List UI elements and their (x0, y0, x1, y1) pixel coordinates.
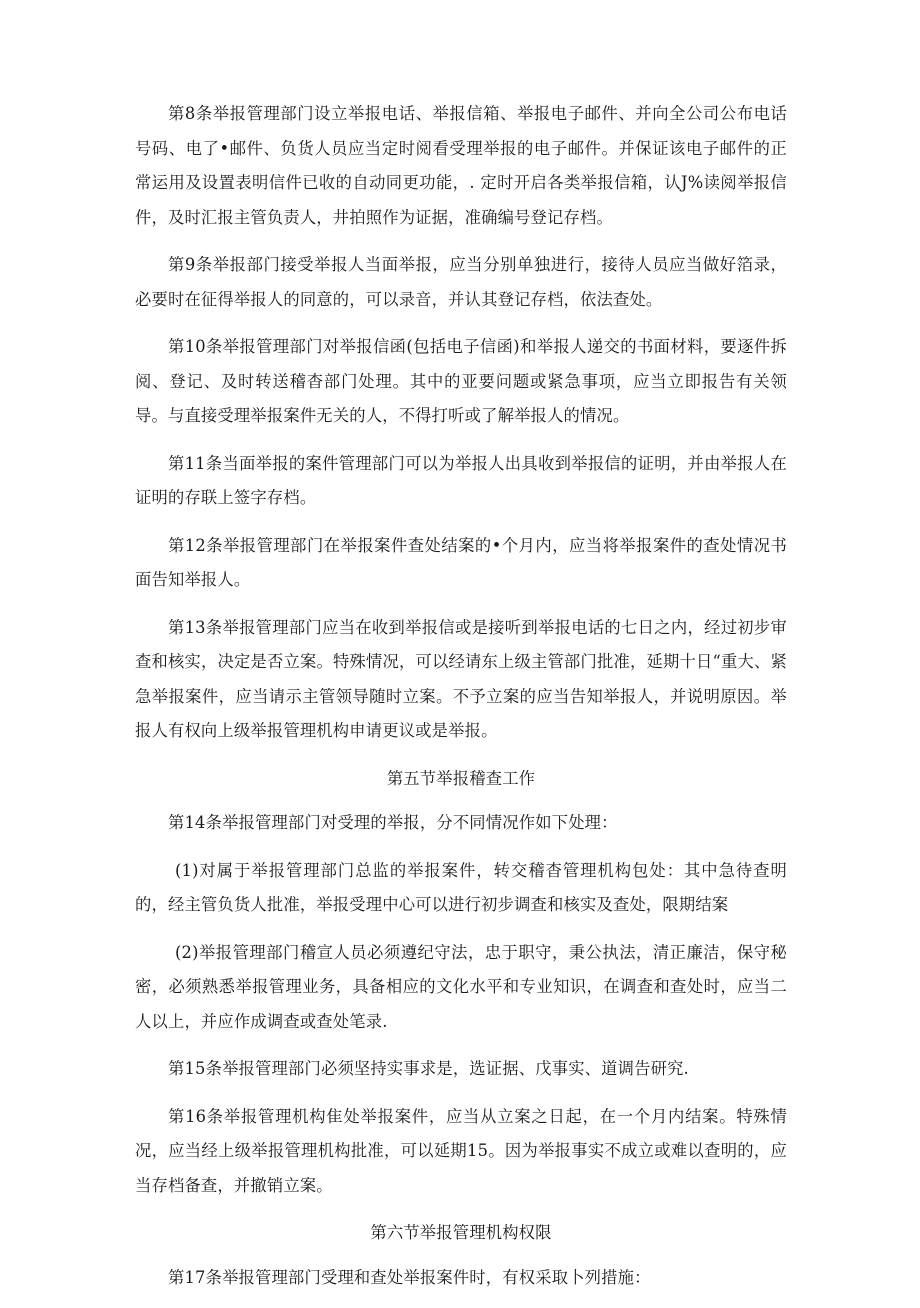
article-16: 第16条举报管理机构隹处举报案件，应当从立案之日起，在一个月内结案。特殊情况，应当经上级举报管理机构批准，可以延期15。因为举报事实不成立或难以查明的，应当存档备查，并撤销立案。 (135, 1106, 787, 1195)
article-14: 第14条举报管理部门对受理的举报，分不同情况作如下处理： (168, 813, 618, 832)
article-9: 第9条举报部门接受举报人当面举报，应当分别单独进行，接待人员应当做好箔录，必要时在征得举报人的同意的，可以录音，并认其登记存档，依法查处。 (135, 255, 787, 309)
article-14-item-2: (2)举报管理部门稽宣人员必须遵纪守法，忠于职守，秉公执法，清正廉洁，保守秘密，必须熟悉举报管理业务，具备相应的文化水平和专业知识，在调查和查处时，应当二人以上，并应作成调查或查处笔录. (135, 942, 787, 1031)
article-8: 第8条举报管理部门设立举报电话、举报信箱、举报电子邮件、并向全公司公布电话号码、电了•邮件、负货人员应当定时阅看受理举报的电子邮件。并保证该电子邮件的正常运用及设置表明信件已收的自动同更功能，. 定时开启各类举报信箱，认J%读阅举报信件，及时汇报主管负责人，井拍照作为证据，准确编号登记存档。 (135, 104, 787, 227)
article-15: 第15条举报管理部门必须坚持实事求是，选证据、戊事实、道调告研究. (168, 1059, 689, 1078)
article-11: 第11条当面举报的案件管理部门可以为举报人出具收到举报信的证明，并由举报人在证明的存联上签字存档。 (135, 453, 787, 507)
section-6-heading: 第六节举报管理机构权限 (370, 1223, 552, 1242)
article-13: 第13条举报管理部门应当在收到举报信或是接听到举报电话的七日之内，经过初步审查和核实，决定是否立案。特殊情况，可以经请东上级主管部门批准，延期十日“重大、紧急举报案件，应当请示主管领导随时立案。不予立案的应当告知举报人，并说明原因。举报人有权向上级举报管理机构申请更议或是举报。 (135, 617, 787, 740)
article-12: 第12条举报管理部门在举报案件查处结案的•个月内，应当将举报案件的查处情况书面告知举报人。 (135, 535, 787, 589)
article-17: 第17条举报管理部门受理和查处举报案件时，有权采取卜列措施： (168, 1267, 651, 1287)
document-page (135, 97, 787, 1308)
section-5-heading: 第五节举报稽查工作 (386, 768, 536, 788)
article-10: 第10条举报管理部门对举报信函(包括电子信函)和举报人递交的书面材料，要逐件拆阅、登记、及时转送稽杳部门处理。其中的亚要问题或紧急事项，应当立即报告有关领导。与直接受理举报案件无关的人，不得打听或了解举报人的情况。 (135, 337, 787, 425)
article-14-item-1: (1)对属于举报管理部门总监的举报案件，转交稽杳管理机构包处：其中急待查明的，经主管负货人批准，举报受理中心可以进行初步调查和核实及查处，限期结案 (135, 860, 787, 914)
